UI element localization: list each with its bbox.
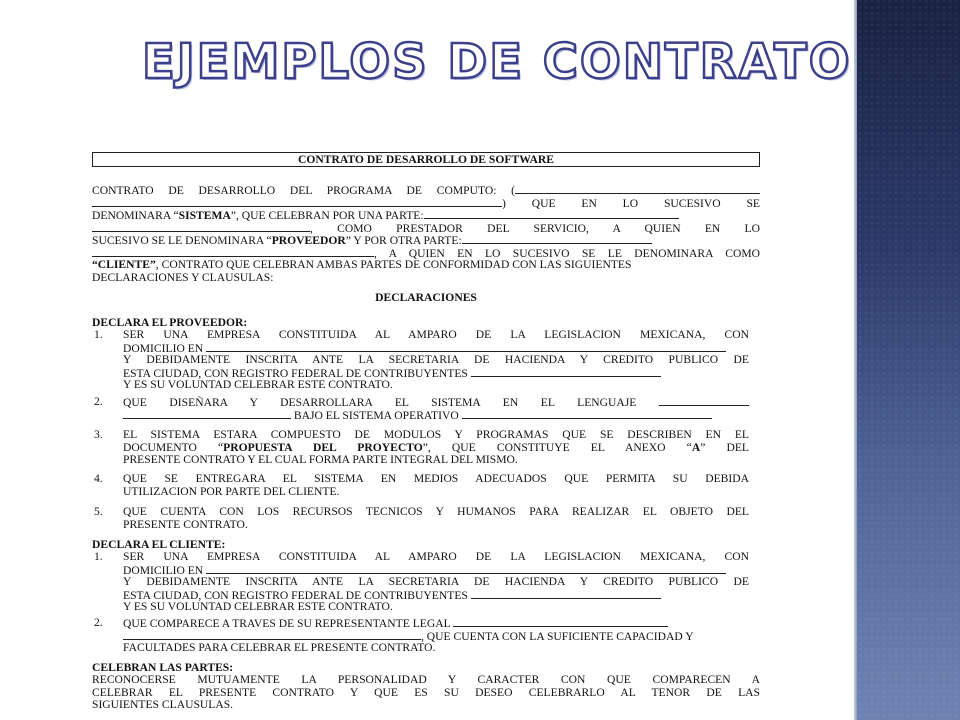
intro-paragraph — [92, 184, 760, 284]
intro-line-8: DECLARACIONES Y CLAUSULAS: — [92, 271, 274, 284]
intro-line-2: ) QUE EN LO SUCESIVO SE — [92, 197, 760, 210]
side-decorative-band — [857, 0, 960, 720]
contract-document: CONTRATO DE DESARROLLO DE SOFTWARE CONTRATO DE DESARROLLO DEL PROGRAMA DE COMPUTO: ( ) QUE EN LO SUCESIVO SE DENOMINARA “SISTEMA”, QUE CELEBRAN POR UNA PARTE: , COMO PRESTADOR DEL SERVICIO, A QUIEN EN LO SUCESIVO SE LE DENOMINARA “PROVEEDOR” Y POR OTRA PARTE: , A QUIEN EN LO SUCESIVO SE LE DENOMINARA COMO “CLIENTE”, CONTRATO QUE CELEBRAN AMBAS PARTES DE CONFORMIDAD CON LAS SIGUIENTES DECLARACIONES Y CLAUSULAS: DECLARACIONES DECLARA EL PROVEEDOR: 1. SER UNA EMPRESA CONSTITUIDA AL AMPARO DE LA LEGISLACION MEXICANA, CON DOMICILIO EN Y DEBIDAMENTE INSCRITA ANTE LA SECRETARIA DE HACIENDA Y CREDITO PUBLICO DE ESTA CIUDAD, CON REGISTRO FEDERAL DE CONTRIBUYENTES Y ES SU VOLUNTAD CELEBRAR ESTE CONTRATO. 2. QUE DISEÑARA Y DESARROLLARA EL SISTEMA EN EL LENGUAJE BAJO EL SISTEMA OPERATIVO 3. EL SISTEMA ESTARA COMPUESTO DE MODULOS Y PROGRAMAS QUE SE DESCRIBEN EN EL DOCUMENTO “PROPUESTA DEL PROYECTO”, QUE CONSTITUYE EL ANEXO “A” DEL PRESENTE CONTRATO Y EL CUAL FORMA PARTE INTEGRAL DEL MISMO. 4. QUE SE ENTREGARA EL SISTEMA EN MEDIOS ADECUADOS QUE PERMITA SU DEBIDA UTILIZACION POR PARTE DEL CLIENTE. 5. QUE CUENTA CON LOS RECURSOS TECNICOS Y HUMANOS PARA REALIZAR EL OBJETO DEL PRESENTE CONTRATO. DECLARA EL CLIENTE: 1. SER UNA EMPRESA CONSTITUIDA AL AMPARO DE LA LEGISLACION MEXICANA, CON DOMICILIO EN Y DEBIDAMENTE INSCRITA ANTE LA SECRETARIA DE HACIENDA Y CREDITO PUBLICO DE ESTA CIUDAD, CON REGISTRO FEDERAL DE CONTRIBUYENTES Y ES SU VOLUNTAD CELEBRAR ESTE CONTRATO. 2. QUE COMPARECE A TRAVES DE SU REPRESENTANTE LEGAL , QUE CUENTA CON LA SUFICIENTE CAPACIDAD Y FACULTADES PARA CELEBRAR EL PRESENTE CONTRATO. CELEBRAN LAS PARTES: RECONOCERSE MUTUAMENTE LA PERSONALIDAD Y CARACTER CON QUE COMPARECEN A CELEBRAR EL PRESENTE CONTRATO Y QUE ES SU DESEO CELEBRARLO AL TENOR DE LAS SIGUIENTES CLAUSULAS. — [92, 153, 760, 711]
slide-title: EJEMPLOS DE CONTRATO — [142, 34, 852, 90]
intro-line-6: , A QUIEN EN LO SUCESIVO SE LE DENOMINARA COMO — [92, 247, 760, 260]
intro-line-5: SUCESIVO SE LE DENOMINARA “PROVEEDOR” Y POR OTRA PARTE: — [92, 234, 760, 247]
document-header: CONTRATO DE DESARROLLO DE SOFTWARE — [92, 152, 760, 167]
intro-line-7: “CLIENTE”, CONTRATO QUE CELEBRAN AMBAS PARTES DE CONFORMIDAD CON LAS SIGUIENTES — [92, 259, 632, 271]
declaraciones-title: DECLARACIONES — [375, 291, 477, 304]
celebran-heading: CELEBRAN LAS PARTES: — [92, 661, 234, 674]
intro-line-1: CONTRATO DE DESARROLLO DEL PROGRAMA DE COMPUTO: ( — [92, 184, 760, 197]
proveedor-heading: DECLARA EL PROVEEDOR: — [92, 316, 248, 329]
intro-line-4: , COMO PRESTADOR DEL SERVICIO, A QUIEN EN LO — [92, 222, 760, 235]
cliente-heading: DECLARA EL CLIENTE: — [92, 538, 226, 551]
celebran-paragraph: RECONOCERSE MUTUAMENTE LA PERSONALIDAD Y CARACTER CON QUE COMPARECEN A CELEBRAR EL PRESENTE CONTRATO Y QUE ES SU DESEO CELEBRARLO AL TENOR DE LAS SIGUIENTES CLAUSULAS. — [92, 674, 760, 711]
intro-line-3: DENOMINARA “SISTEMA”, QUE CELEBRAN POR UNA PARTE: — [92, 209, 760, 222]
